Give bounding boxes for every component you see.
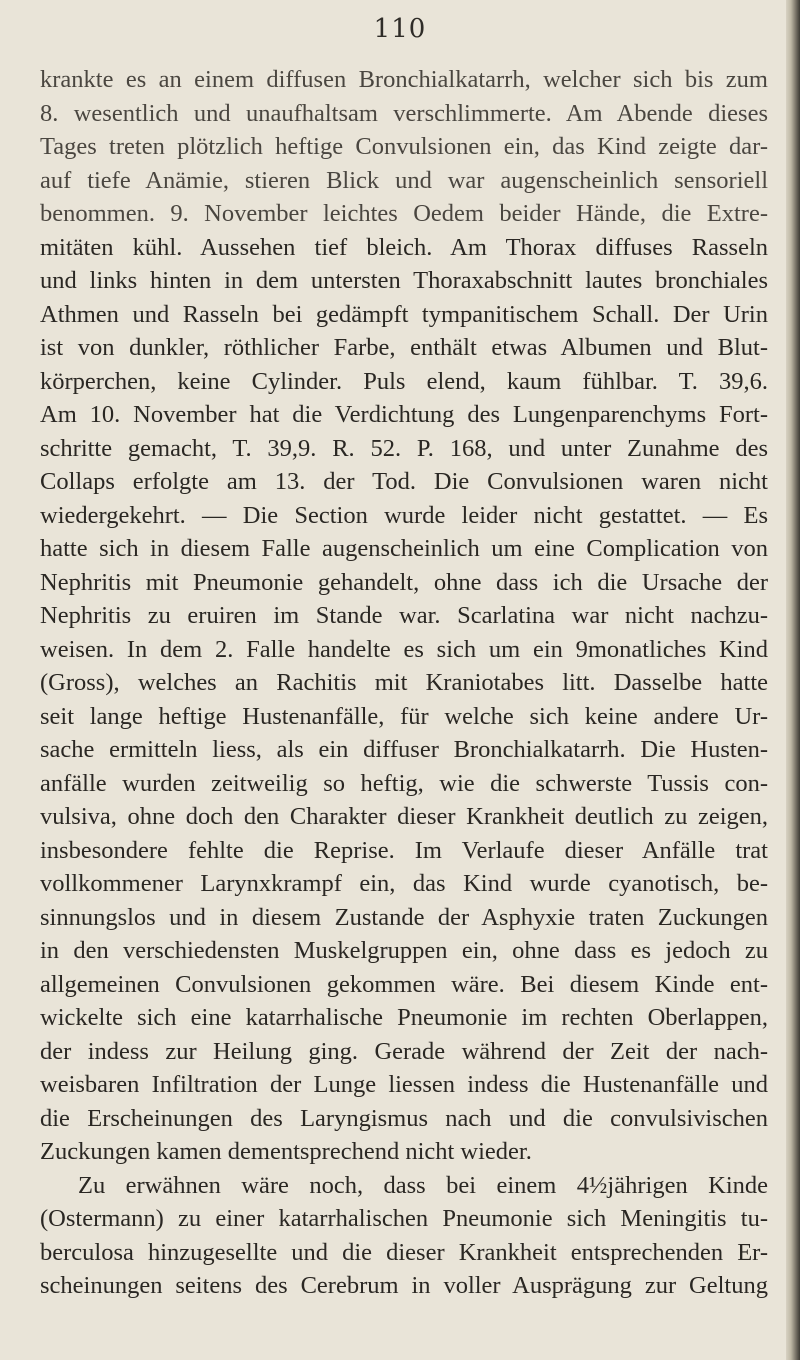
text-line: (Gross), welches an Rachitis mit Kraniotabes litt. Dasselbe hatte <box>40 669 768 696</box>
text-line: wiedergekehrt. — Die Section wurde leider nicht gestattet. — Es <box>40 501 768 529</box>
text-line: und links hinten in dem untersten Thoraxabschnitt lautes bronchiales <box>40 267 768 294</box>
text-line: benommen. 9. November leichtes Oedem beider Hände, die Extre- <box>40 200 768 227</box>
text-line: hatte sich in diesem Falle augenscheinlich um eine Complication von <box>40 535 768 562</box>
text-line: krankte es an einem diffusen Bronchialkatarrh, welcher sich bis zum <box>40 66 768 93</box>
text-line: mitäten kühl. Aussehen tief bleich. Am Thorax diffuses Rasseln <box>40 233 768 261</box>
text-line: vulsiva, ohne doch den Charakter dieser Krankheit deutlich zu zeigen, <box>40 803 768 830</box>
text-line: Collaps erfolgte am 13. der Tod. Die Convulsionen waren nicht <box>40 468 768 495</box>
text-line: vollkommener Larynxkrampf ein, das Kind wurde cyanotisch, be- <box>40 870 768 897</box>
text-line: Zuckungen kamen dementsprechend nicht wieder. <box>40 1138 532 1165</box>
text-line: Am 10. November hat die Verdichtung des Lungenparenchyms Fort- <box>40 401 768 428</box>
text-line: Nephritis zu eruiren im Stande war. Scarlatina war nicht nachzu- <box>40 602 768 629</box>
text-line: Zu erwähnen wäre noch, dass bei einem 4½jährigen Kinde <box>78 1171 768 1199</box>
text-line: (Ostermann) zu einer katarrhalischen Pneumonie sich Meningitis tu- <box>40 1205 768 1232</box>
text-line: sache ermitteln liess, als ein diffuser Bronchialkatarrh. Die Husten- <box>40 736 768 763</box>
text-line: wickelte sich eine katarrhalische Pneumonie im rechten Oberlappen, <box>40 1004 768 1031</box>
text-line: schritte gemacht, T. 39,9. R. 52. P. 168, und unter Zunahme des <box>40 434 768 462</box>
text-line: berculosa hinzugesellte und die dieser Krankheit entsprechenden Er- <box>40 1238 768 1266</box>
text-line: Tages treten plötzlich heftige Convulsionen ein, das Kind zeigte dar- <box>40 133 768 160</box>
text-line: Nephritis mit Pneumonie gehandelt, ohne dass ich die Ursache der <box>40 568 768 596</box>
body-text <box>40 63 768 1303</box>
text-line: insbesondere fehlte die Reprise. Im Verlaufe dieser Anfälle trat <box>40 836 768 864</box>
text-line: Athmen und Rasseln bei gedämpft tympanitischem Schall. Der Urin <box>40 300 768 328</box>
text-line: körperchen, keine Cylinder. Puls elend, kaum fühlbar. T. 39,6. <box>40 367 768 395</box>
text-line: seit lange heftige Hustenanfälle, für welche sich keine andere Ur- <box>40 702 768 730</box>
text-line: allgemeinen Convulsionen gekommen wäre. Bei diesem Kinde ent- <box>40 970 768 998</box>
page-edge-shadow <box>786 0 800 1360</box>
text-line: sinnungslos und in diesem Zustande der Asphyxie traten Zuckungen <box>40 903 768 931</box>
text-line: in den verschiedensten Muskelgruppen ein, ohne dass es jedoch zu <box>40 937 768 964</box>
text-line: auf tiefe Anämie, stieren Blick und war augenscheinlich sensoriell <box>40 166 768 194</box>
text-line: 8. wesentlich und unaufhaltsam verschlimmerte. Am Abende dieses <box>40 99 768 127</box>
text-line: anfälle wurden zeitweilig so heftig, wie die schwerste Tussis con- <box>40 769 768 797</box>
text-line: scheinungen seitens des Cerebrum in voller Ausprägung zur Geltung <box>40 1272 768 1299</box>
text-line: die Erscheinungen des Laryngismus nach und die convulsivischen <box>40 1104 768 1132</box>
text-line: der indess zur Heilung ging. Gerade während der Zeit der nach- <box>40 1037 768 1065</box>
text-line: ist von dunkler, röthlicher Farbe, enthält etwas Albumen und Blut- <box>40 334 768 361</box>
text-line: weisbaren Infiltration der Lunge liessen indess die Hustenanfälle und <box>40 1071 768 1098</box>
text-line: weisen. In dem 2. Falle handelte es sich um ein 9monatliches Kind <box>40 635 768 663</box>
page-number: 110 <box>373 14 427 44</box>
